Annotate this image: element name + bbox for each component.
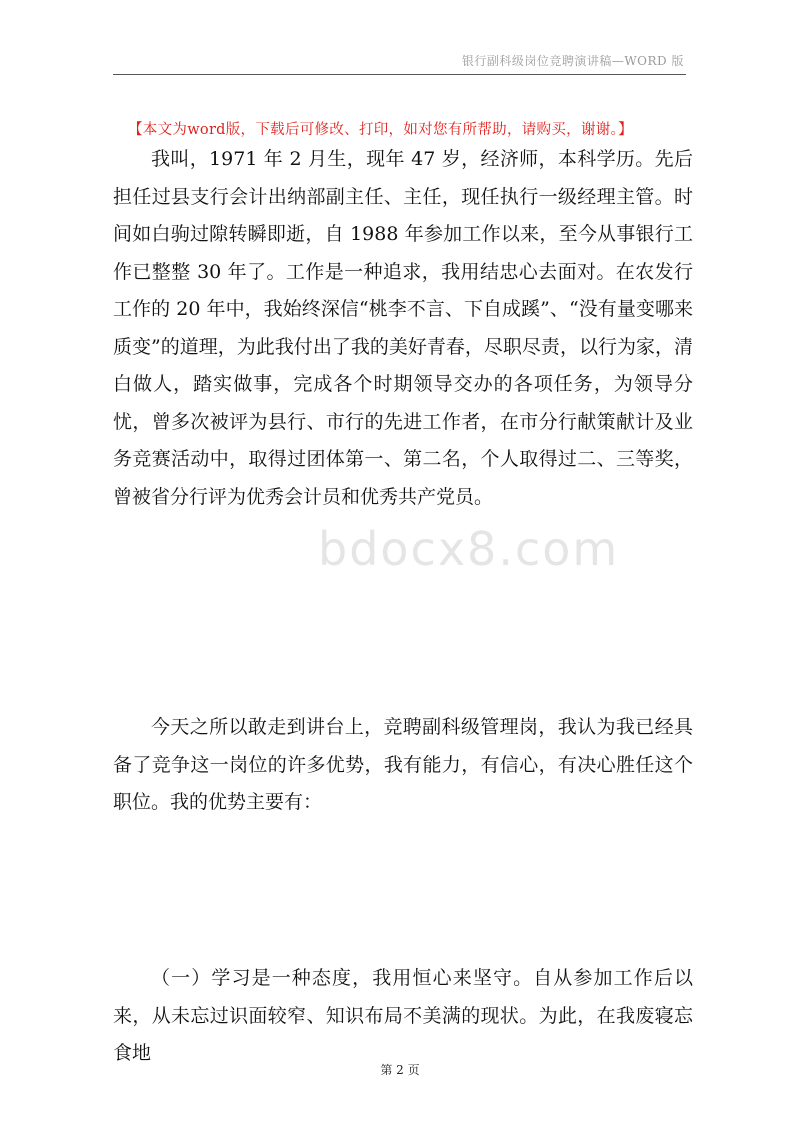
header-divider (113, 74, 686, 75)
paragraph-intro: 我叫，1971 年 2 月生，现年 47 岁，经济师，本科学历。先后担任过县支行会计出纳部副主任、主任，现任执行一级经理主管。时间如白驹过隙转瞬即逝，自 1988 年参加工作以来，至今从事银行工作已整整 30 年了。工作是一种追求，我用结忠心去面对。在农发行工作的 20 年中，我始终深信“桃李不言、下自成蹊”、“没有量变哪来质变”的道理，为此我付出了我的美好青春，尽职尽责，以行为家，清白做人，踏实做事，完成各个时期领导交办的各项任务，为领导分忧，曾多次被评为县行、市行的先进工作者，在市分行献策献计及业务竞赛活动中，取得过团体第一、第二名，个人取得过二、三等奖，曾被省分行评为优秀会计员和优秀共产党员。 (113, 148, 693, 508)
paragraph-advantages: 今天之所以敢走到讲台上，竞聘副科级管理岗，我认为我已经具备了竞争这一岗位的许多优势，我有能力，有信心，有决心胜任这个职位。我的优势主要有： (113, 716, 693, 813)
watermark: bdocx8.com (318, 522, 620, 576)
header-title: 银行副科级岗位竞聘演讲稿—WORD 版 (461, 54, 684, 68)
paragraph-learning: （一）学习是一种态度，我用恒心来坚守。自从参加工作后以来，从未忘过识面较窄、知识布局不美满的现状。为此，在我废寝忘食地 (113, 967, 693, 1064)
notice-banner: 【本文为word版，下载后可修改、打印，如对您有所帮助，请购买，谢谢。】 (128, 122, 633, 138)
page-number: 第 2 页 (380, 1063, 420, 1077)
